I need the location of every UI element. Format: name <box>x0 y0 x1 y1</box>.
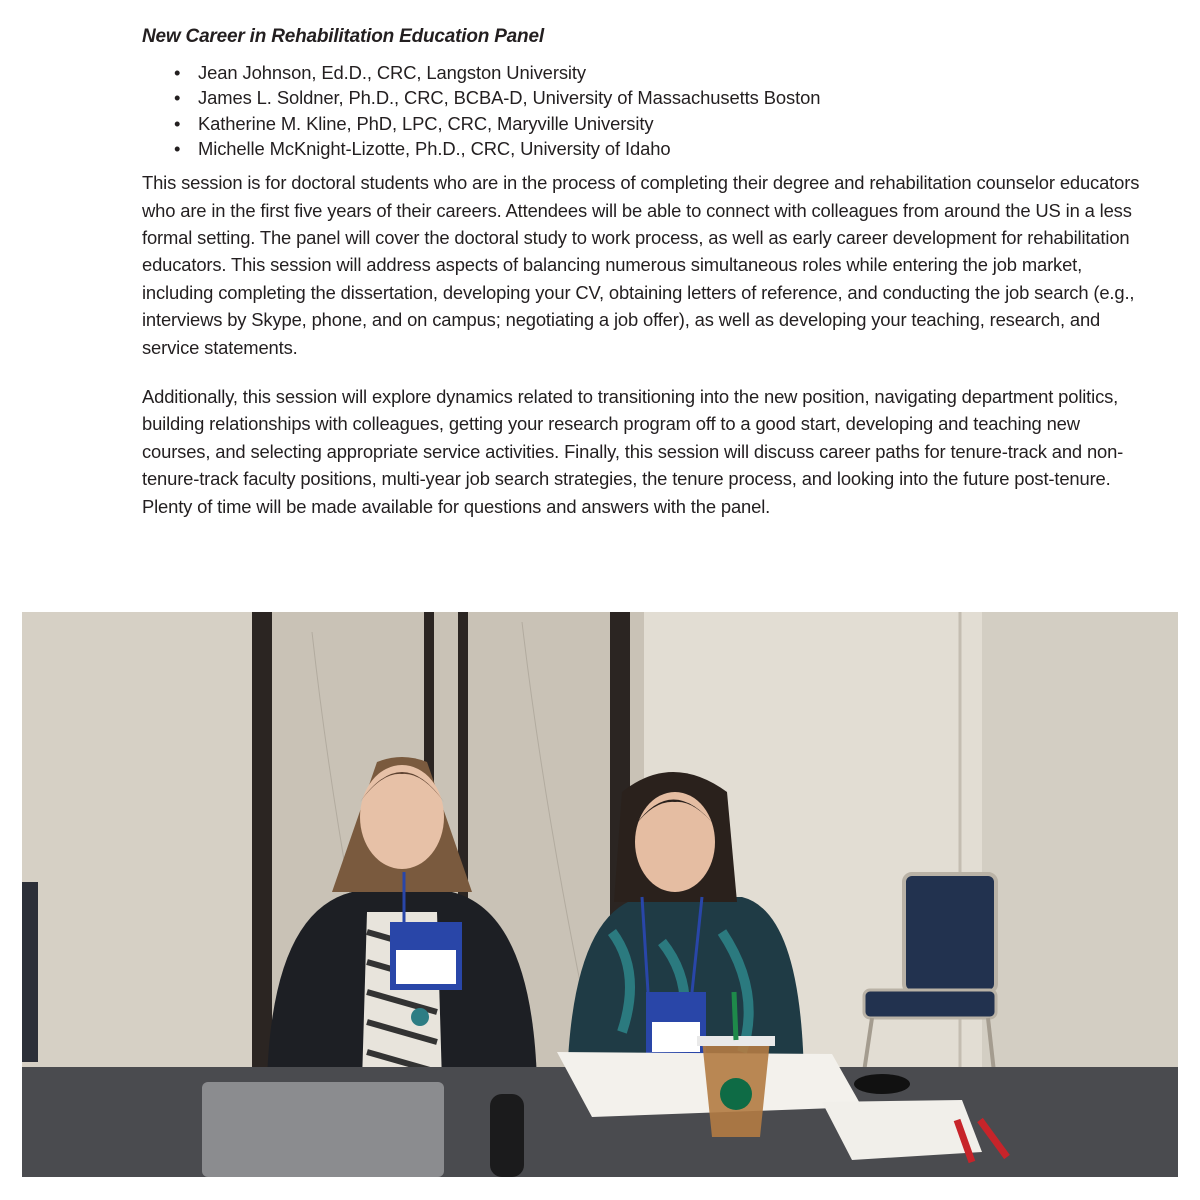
description-paragraph: Additionally, this session will explore dynamics related to transitioning into the new position, navigating department politics, building relationships with colleagues, getting your research program off to a good start, developing and teaching new courses, and selecting appropriate service activities. Finally, this session will discuss career paths for tenure-track and non-tenure-track faculty positions, multi-year job search strategies, the tenure process, and looking into the future post-tenure. Plenty of time will be made available for questions and answers with the panel. <box>142 386 1124 517</box>
bullet-icon: • <box>174 137 181 159</box>
list-item <box>174 85 1152 110</box>
bullet-icon: • <box>174 62 181 83</box>
panelist-name: James L. Soldner, Ph.D., CRC, BCBA-D, University of Massachusetts Boston <box>198 87 821 109</box>
list-item <box>174 111 1152 136</box>
panelist-name: Michelle McKnight-Lizotte, Ph.D., CRC, University of Idaho <box>198 137 671 159</box>
bullet-icon: • <box>174 112 181 134</box>
bullet-icon: • <box>174 87 181 109</box>
session-description <box>142 24 1152 520</box>
panelist-name: Katherine M. Kline, PhD, LPC, CRC, Maryville University <box>198 112 654 134</box>
list-item <box>174 136 1152 161</box>
pillar <box>252 612 272 1082</box>
wall-panel <box>22 612 262 1082</box>
sunglasses <box>854 1074 910 1094</box>
session-title: New Career in Rehabilitation Education Panel <box>142 26 544 47</box>
panelist-name: Jean Johnson, Ed.D., CRC, Langston University <box>198 62 587 83</box>
wall-panel <box>982 612 1178 1082</box>
microphone <box>490 1094 524 1177</box>
list-item <box>174 60 1152 85</box>
description-paragraph: This session is for doctoral students who are in the process of completing their degree and rehabilitation counselor educators who are in the first five years of their careers. Attendees will be able to connect with colleagues from around the US in a less formal setting. The panel will cover the doctoral study to work process, as well as early career development for rehabilitation educators. This session will address aspects of balancing numerous simultaneous roles while entering the job market, including completing the dissertation, developing your CV, obtaining letters of reference, and conducting the job search (e.g., interviews by Skype, phone, and on campus; negotiating a job offer), as well as developing your teaching, research, and service statements. <box>142 172 1140 358</box>
laptop <box>202 1082 444 1177</box>
panelist-list <box>142 60 1152 161</box>
chair-edge <box>22 882 38 1062</box>
panel-photo <box>22 612 1178 1177</box>
